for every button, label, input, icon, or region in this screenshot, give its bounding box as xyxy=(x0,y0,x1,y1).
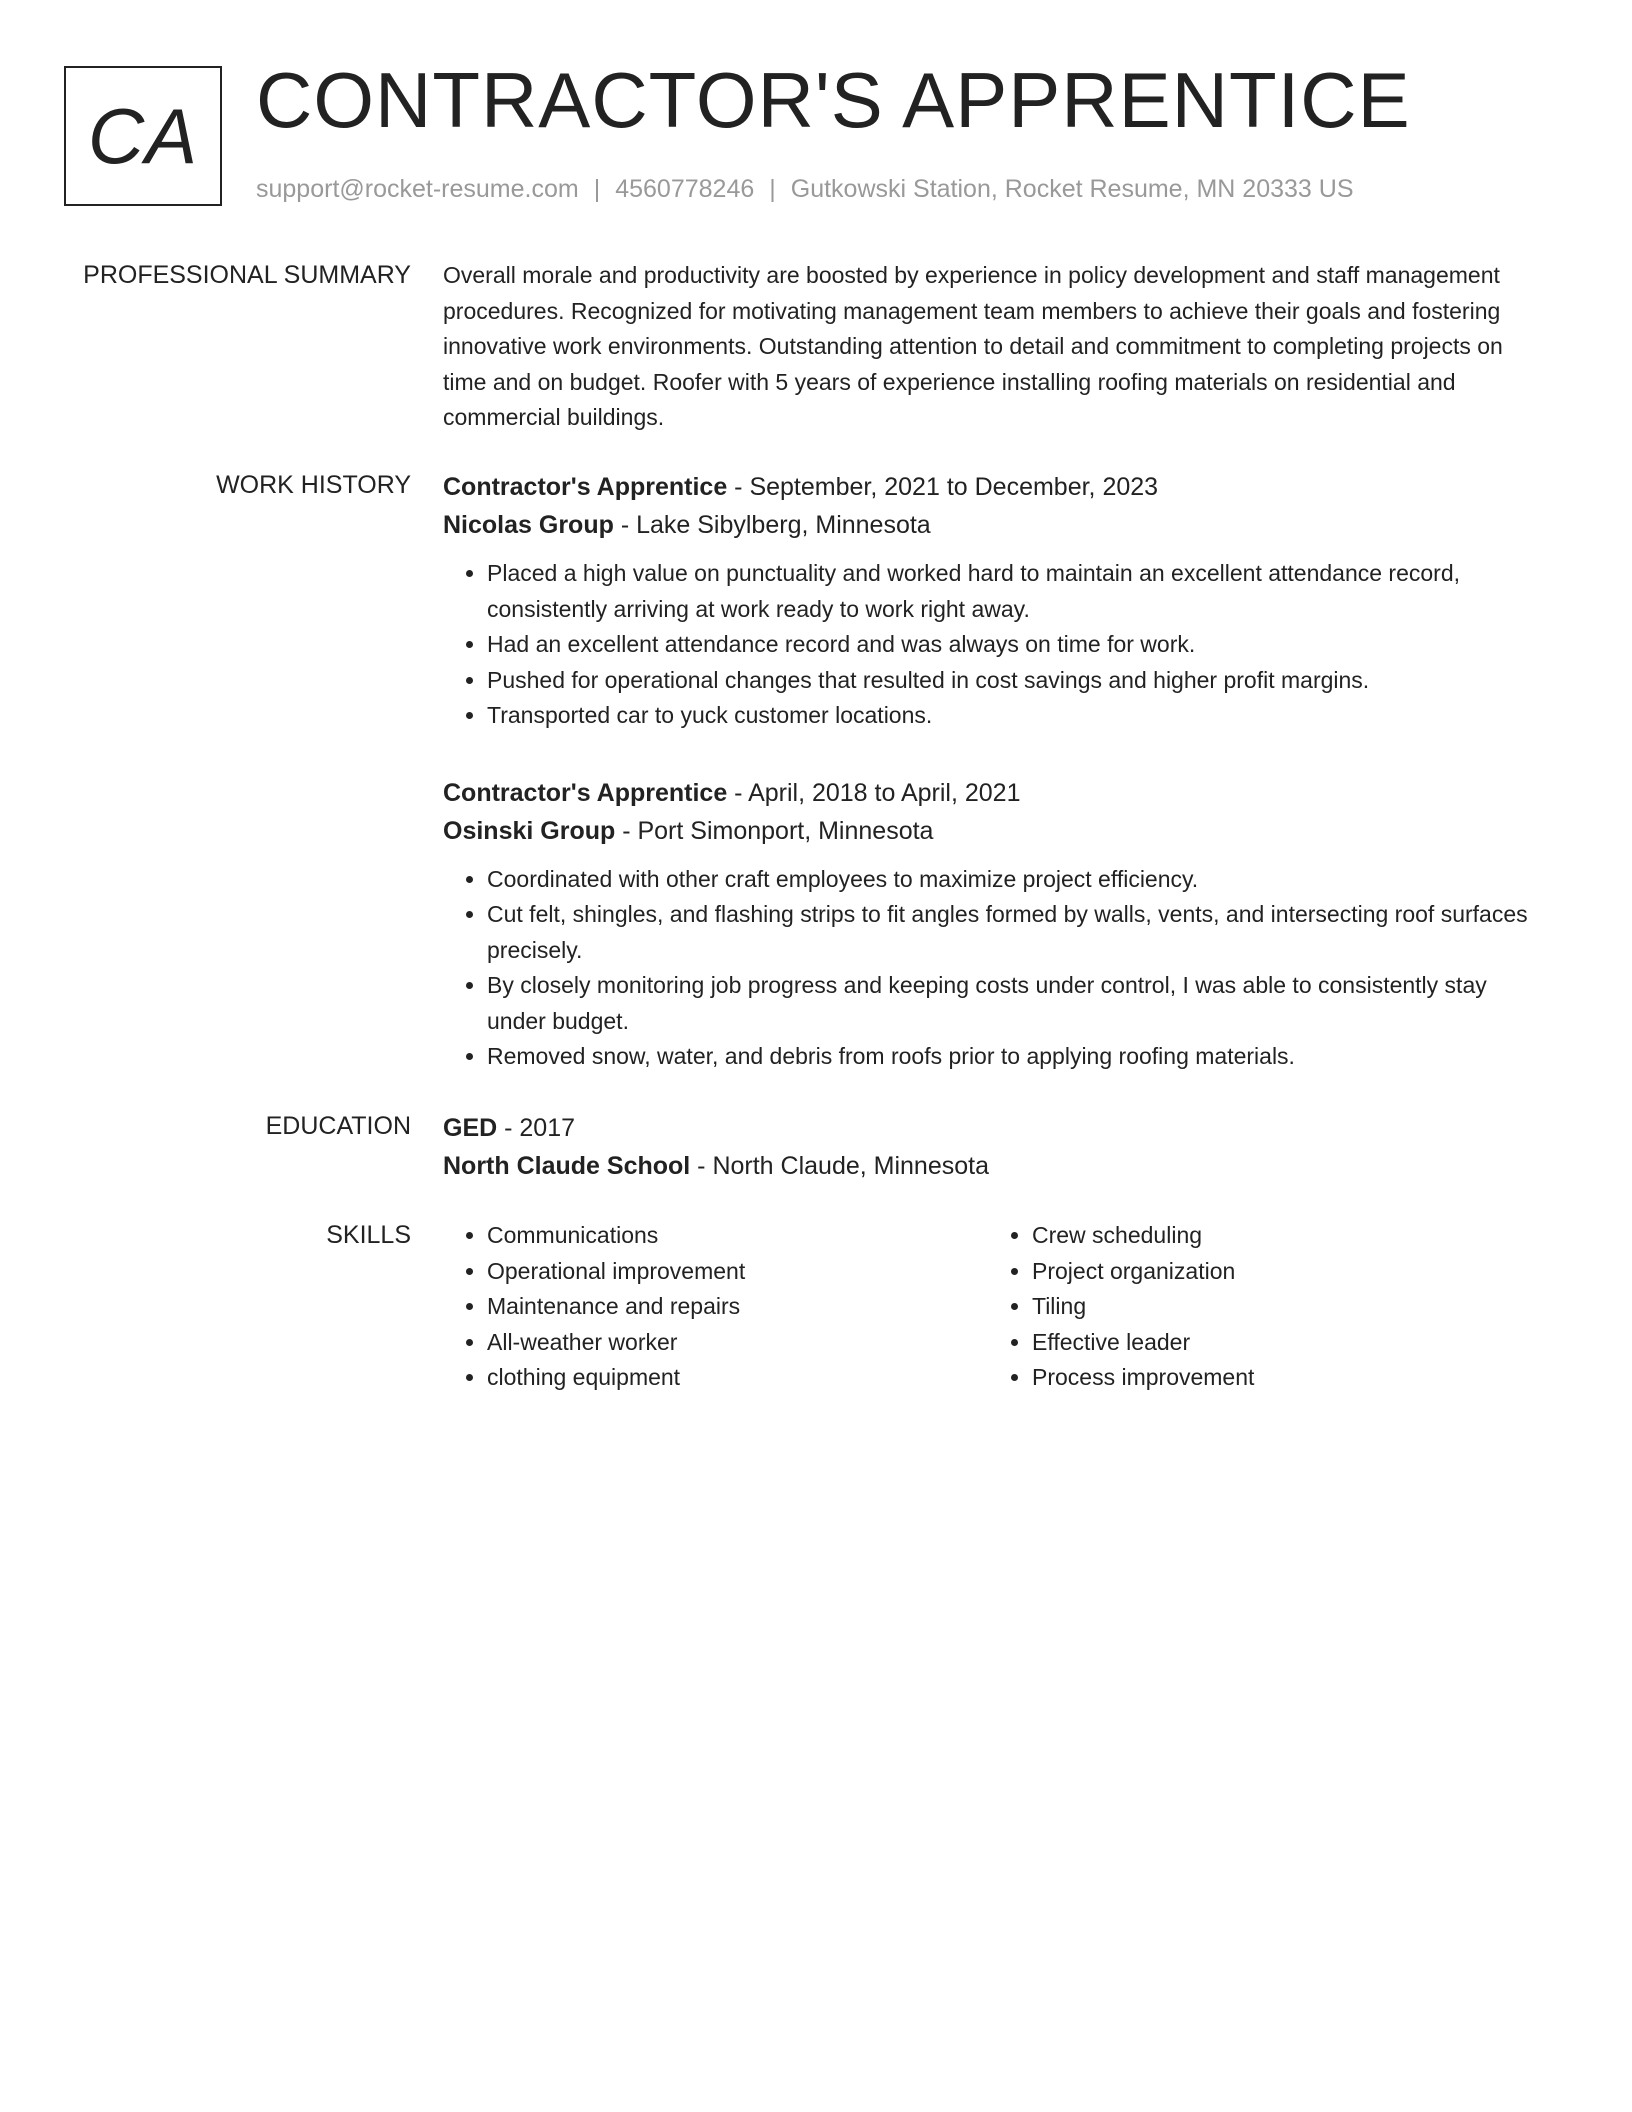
contact-separator: | xyxy=(769,175,776,203)
job-bullet: • Pushed for operational changes that resulted in cost savings and higher profit margins. xyxy=(487,663,1533,699)
job-title: Contractor's Apprentice xyxy=(443,778,728,807)
degree-year: - 2017 xyxy=(497,1114,576,1142)
skill-item: • Process improvement xyxy=(1032,1360,1533,1396)
job-bullet: • Transported car to yuck customer locations. xyxy=(487,698,1533,734)
skill-item: • clothing equipment xyxy=(487,1360,988,1396)
contact-phone: 4560778246 xyxy=(615,175,755,203)
skill-item: • Crew scheduling xyxy=(1032,1218,1533,1254)
section-label-education: EDUCATION xyxy=(265,1112,411,1140)
job-entry xyxy=(443,468,1533,734)
monogram-text: CA xyxy=(87,92,199,180)
contact-address: Gutkowski Station, Rocket Resume, MN 20333 US xyxy=(790,175,1354,203)
skill-item: • Operational improvement xyxy=(487,1254,988,1290)
contact-line xyxy=(256,174,1354,204)
section-label-skills: SKILLS xyxy=(326,1221,411,1249)
school-name: North Claude School xyxy=(443,1152,691,1180)
job-location: - Port Simonport, Minnesota xyxy=(615,816,934,845)
skills-column-left xyxy=(443,1218,988,1396)
degree: GED xyxy=(443,1114,498,1142)
job-bullets xyxy=(443,556,1533,734)
job-company-line xyxy=(443,812,1533,850)
monogram-logo xyxy=(64,66,222,206)
job-dates: - September, 2021 to December, 2023 xyxy=(727,473,1159,501)
job-entry xyxy=(443,774,1533,1075)
skills-list xyxy=(443,1218,988,1396)
skills-body xyxy=(443,1218,1533,1396)
job-company-line xyxy=(443,506,1533,544)
job-bullet: • Removed snow, water, and debris from roofs prior to applying roofing materials. xyxy=(487,1039,1533,1075)
school-line xyxy=(443,1147,1533,1185)
section-label-work-history: WORK HISTORY xyxy=(216,471,411,499)
skill-item: • Communications xyxy=(487,1218,988,1254)
job-bullet: • Coordinated with other craft employees to maximize project efficiency. xyxy=(487,862,1533,898)
job-bullet: • By closely monitoring job progress and keeping costs under control, I was able to consistently stay under budget. xyxy=(487,968,1533,1039)
job-title: Contractor's Apprentice xyxy=(443,473,728,501)
job-company: Osinski Group xyxy=(443,816,616,845)
school-location: - North Claude, Minnesota xyxy=(690,1152,989,1180)
job-company: Nicolas Group xyxy=(443,511,614,539)
contact-email: support@rocket-resume.com xyxy=(256,175,579,203)
skill-item: • Tiling xyxy=(1032,1289,1533,1325)
education-body xyxy=(443,1109,1533,1185)
skill-item: • Maintenance and repairs xyxy=(487,1289,988,1325)
job-title-line xyxy=(443,774,1533,812)
skills-list xyxy=(988,1218,1533,1396)
contact-separator: | xyxy=(593,175,601,203)
job-bullets xyxy=(443,862,1533,1075)
degree-line xyxy=(443,1109,1533,1147)
candidate-name: CONTRACTOR'S APPRENTICE xyxy=(256,56,1411,144)
job-bullet: • Placed a high value on punctuality and worked hard to maintain an excellent attendance record, consistently arriving at work ready to work right away. xyxy=(487,556,1533,627)
skills-columns xyxy=(443,1218,1533,1396)
work-history-body xyxy=(443,468,1533,1075)
job-bullet: • Had an excellent attendance record and was always on time for work. xyxy=(487,627,1533,663)
job-title-line xyxy=(443,468,1533,506)
job-bullet: • Cut felt, shingles, and flashing strips to fit angles formed by walls, vents, and intersecting roof surfaces precisely. xyxy=(487,897,1533,968)
skills-column-right xyxy=(988,1218,1533,1396)
job-dates: - April, 2018 to April, 2021 xyxy=(727,778,1021,807)
summary-text: Overall morale and productivity are boosted by experience in policy development and staff management procedures. Recognized for motivating management team members to achieve their goals and fostering innovative work environments. Outstanding attention to detail and commitment to completing projects on time and on budget. Roofer with 5 years of experience installing roofing materials on residential and commercial buildings. xyxy=(443,262,1503,430)
skill-item: • All-weather worker xyxy=(487,1325,988,1361)
skill-item: • Effective leader xyxy=(1032,1325,1533,1361)
summary-body xyxy=(443,258,1533,436)
skill-item: • Project organization xyxy=(1032,1254,1533,1290)
section-label-summary: PROFESSIONAL SUMMARY xyxy=(83,261,411,289)
job-location: - Lake Sibylberg, Minnesota xyxy=(613,511,931,539)
